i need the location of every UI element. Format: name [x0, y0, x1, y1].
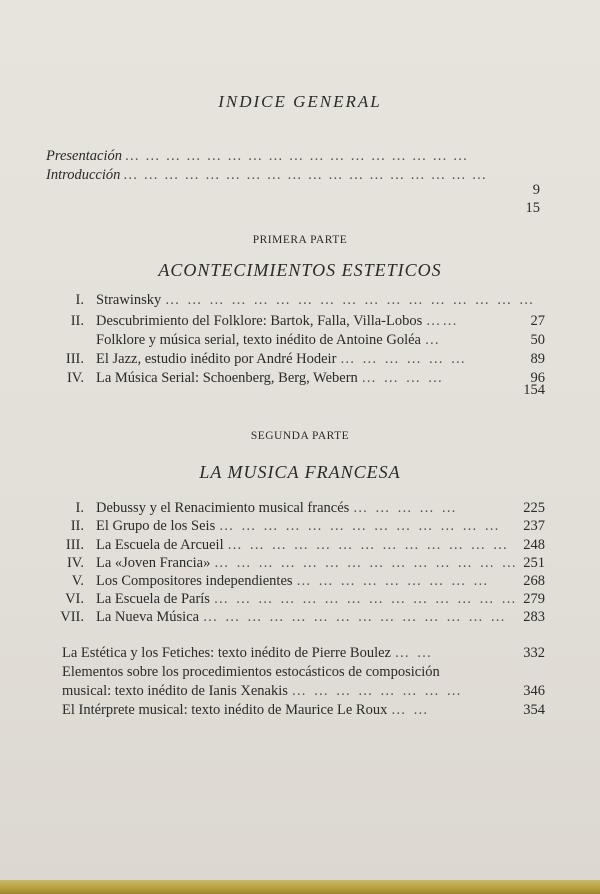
- roman-numeral: I.: [75, 292, 84, 308]
- entry-text: La Escuela de París: [96, 591, 210, 607]
- leader-dots: … … … … … … … … … … … … … …: [213, 591, 518, 607]
- page-number: 27: [530, 313, 545, 329]
- index-title: INDICE GENERAL: [218, 92, 382, 111]
- toc-entry: [40, 349, 545, 369]
- leader-dots: … … … … … … … … … … … … … … … … …: [125, 148, 469, 164]
- leader-dots: … …: [394, 645, 434, 661]
- leader-dots: … … … … … … … …: [291, 683, 463, 699]
- leader-dots: …: [424, 332, 442, 348]
- toc-entry: [40, 290, 545, 310]
- roman-numeral: II.: [70, 518, 84, 534]
- toc-entry: [40, 553, 545, 573]
- entry-text: musical: texto inédito de Ianis Xenakis: [62, 683, 288, 699]
- front-matter-row: [40, 146, 545, 166]
- page-number: 225: [523, 500, 545, 516]
- roman-numeral: I.: [75, 500, 84, 516]
- entry-text: La «Joven Francia»: [96, 555, 211, 571]
- leader-dots: … … … … … … … … … … … … … … … … …: [164, 292, 536, 308]
- page-number: 346: [523, 683, 545, 699]
- roman-numeral: II.: [70, 313, 84, 329]
- book-cover-edge: [0, 880, 600, 894]
- roman-numeral: V.: [71, 573, 84, 589]
- appendix-entry: [40, 643, 545, 663]
- roman-numeral: VI.: [65, 591, 84, 607]
- entry-text: Presentación: [46, 148, 122, 164]
- page-number: 89: [530, 351, 545, 367]
- entry-text: La Música Serial: Schoenberg, Berg, Webern: [96, 370, 358, 386]
- part-title: ACONTECIMIENTOS ESTETICOS: [158, 260, 442, 280]
- entry-text: Introducción: [46, 167, 121, 183]
- entry-text: El Intérprete musical: texto inédito de Maurice Le Roux: [62, 702, 388, 718]
- page-number: 251: [523, 555, 545, 571]
- entry-text: Elementos sobre los procedimientos estocásticos de composición: [62, 664, 440, 680]
- page-number: 9: [532, 182, 540, 198]
- page-number: 154: [523, 382, 545, 398]
- entry-text: Debussy y el Renacimiento musical francés: [96, 500, 350, 516]
- leader-dots: … … … … … …: [340, 351, 468, 367]
- toc-entry: [40, 571, 545, 591]
- entry-text: La Estética y los Fetiches: texto inédito de Pierre Boulez: [62, 645, 391, 661]
- appendix-entry: [40, 681, 545, 701]
- entry-text: Los Compositores independientes: [96, 573, 293, 589]
- page-number: 268: [523, 573, 545, 589]
- leader-dots: ……: [425, 313, 459, 329]
- toc-entry: [40, 311, 545, 331]
- roman-numeral: III.: [65, 351, 84, 367]
- page-number: 96: [530, 370, 545, 386]
- entry-text: El Grupo de los Seis: [96, 518, 216, 534]
- part-label: SEGUNDA PARTE: [250, 430, 350, 442]
- page-number: 237: [523, 518, 545, 534]
- entry-text: Strawinsky: [96, 292, 162, 308]
- page-number: 279: [523, 591, 545, 607]
- appendix-entry: [40, 662, 545, 682]
- leader-dots: … … … …: [361, 370, 445, 386]
- toc-entry: [40, 516, 545, 536]
- leader-dots: … … … … … … … … … … … … …: [218, 518, 501, 534]
- toc-entry: [40, 589, 545, 609]
- appendix-entry: [40, 700, 545, 720]
- page-number: 248: [523, 537, 545, 553]
- toc-entry: [40, 330, 545, 350]
- roman-numeral: III.: [65, 537, 84, 553]
- leader-dots: … …: [390, 702, 430, 718]
- part-label: PRIMERA PARTE: [252, 234, 348, 246]
- entry-text: Descubrimiento del Folklore: Bartok, Falla, Villa-Lobos: [96, 313, 423, 329]
- leader-dots: … … … … … … … … … … … … … …: [213, 555, 519, 571]
- leader-dots: … … … … … … … … …: [296, 573, 490, 589]
- page-number: 354: [523, 702, 545, 718]
- roman-numeral: IV.: [66, 555, 84, 571]
- roman-numeral: IV.: [66, 370, 84, 386]
- toc-entry: [40, 535, 545, 555]
- entry-text: Folklore y música serial, texto inédito de Antoine Goléa: [96, 332, 421, 348]
- toc-entry: [40, 607, 545, 627]
- leader-dots: … … … … … … … … … … … … …: [227, 537, 510, 553]
- page-number: 15: [525, 200, 540, 216]
- leader-dots: … … … … … … … … … … … … … …: [202, 609, 507, 625]
- entry-text: El Jazz, estudio inédito por André Hodeir: [96, 351, 337, 367]
- leader-dots: … … … … … … … … … … … … … … … … … …: [124, 167, 488, 183]
- page-number: 50: [530, 332, 545, 348]
- page-number: 332: [523, 645, 545, 661]
- page-number: 283: [523, 609, 545, 625]
- entry-text: La Nueva Música: [96, 609, 200, 625]
- part-title: LA MUSICA FRANCESA: [199, 462, 401, 482]
- entry-text: La Escuela de Arcueil: [96, 537, 224, 553]
- toc-entry: [40, 498, 545, 518]
- leader-dots: … … … … …: [352, 500, 458, 516]
- roman-numeral: VII.: [60, 609, 84, 625]
